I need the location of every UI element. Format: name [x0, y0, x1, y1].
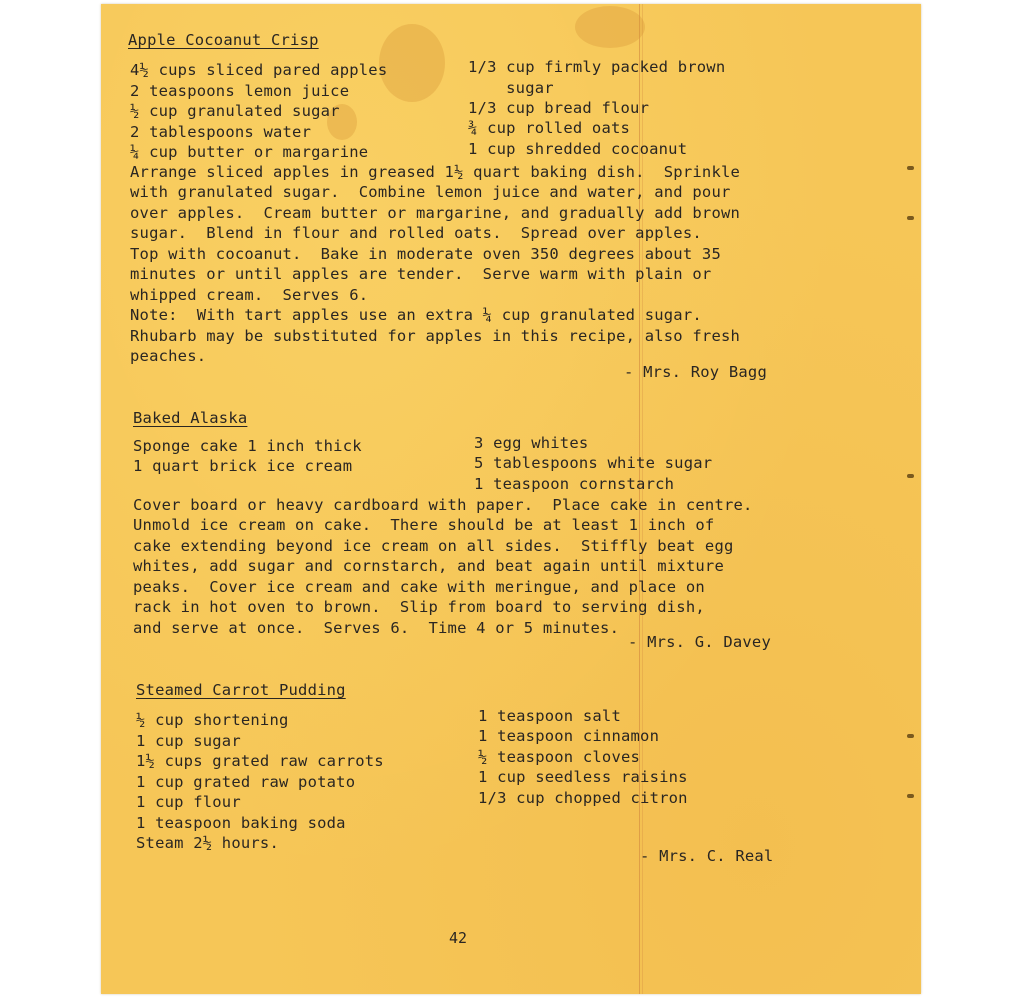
ingredient: 1 cup grated raw potato: [136, 773, 356, 791]
ingredient: 1 cup flour: [136, 793, 241, 811]
instruction-line: over apples. Cream butter or margarine, and gradually add brown: [130, 204, 741, 222]
instruction-line: whipped cream. Serves 6.: [130, 286, 369, 304]
instruction-line: rack in hot oven to brown. Slip from board to serving dish,: [133, 598, 705, 616]
recipe-author: - Mrs. Roy Bagg: [624, 363, 767, 381]
instruction-line: peaches.: [130, 347, 207, 365]
recipe-author: - Mrs. C. Real: [640, 847, 774, 865]
instruction-line: Unmold ice cream on cake. There should be at least 1 inch of: [133, 516, 715, 534]
punch-mark: [907, 216, 914, 220]
recipe-title: Steamed Carrot Pudding: [136, 681, 346, 699]
ingredient: 4½ cups sliced pared apples: [130, 61, 388, 79]
ingredient: 5 tablespoons white sugar: [474, 454, 713, 472]
ingredient: 1/3 cup bread flour: [468, 99, 650, 117]
instruction-line: sugar. Blend in flour and rolled oats. Spread over apples.: [130, 224, 702, 242]
stain: [575, 6, 645, 48]
instruction-line: Rhubarb may be substituted for apples in this recipe, also fresh: [130, 327, 741, 345]
ingredient: sugar: [468, 79, 554, 97]
ingredient: 1/3 cup chopped citron: [478, 789, 688, 807]
instruction-line: with granulated sugar. Combine lemon juice and water, and pour: [130, 183, 731, 201]
ingredient: 1 teaspoon cinnamon: [478, 727, 660, 745]
instruction-line: and serve at once. Serves 6. Time 4 or 5 minutes.: [133, 619, 620, 637]
ingredient: ½ cup shortening: [136, 711, 289, 729]
ingredient: 1½ cups grated raw carrots: [136, 752, 384, 770]
instruction-line: Arrange sliced apples in greased 1½ quart baking dish. Sprinkle: [130, 163, 741, 181]
ingredient: ½ teaspoon cloves: [478, 748, 641, 766]
punch-mark: [907, 166, 914, 170]
ingredient: ½ cup granulated sugar: [130, 102, 340, 120]
ingredient: 3 egg whites: [474, 434, 589, 452]
instruction-line: Cover board or heavy cardboard with paper. Place cake in centre.: [133, 496, 753, 514]
punch-mark: [907, 734, 914, 738]
ingredient: 1 cup seedless raisins: [478, 768, 688, 786]
instruction-line: peaks. Cover ice cream and cake with meringue, and place on: [133, 578, 705, 596]
instruction-line: cake extending beyond ice cream on all sides. Stiffly beat egg: [133, 537, 734, 555]
recipe-author: - Mrs. G. Davey: [628, 633, 771, 651]
ingredient: ¼ cup butter or margarine: [130, 143, 369, 161]
instruction-line: whites, add sugar and cornstarch, and beat again until mixture: [133, 557, 724, 575]
recipe-title: Baked Alaska: [133, 409, 248, 427]
punch-mark: [907, 474, 914, 478]
ingredient: 1 cup shredded cocoanut: [468, 140, 688, 158]
ingredient: Steam 2½ hours.: [136, 834, 279, 852]
ingredient: ¾ cup rolled oats: [468, 119, 631, 137]
ingredient: 1 teaspoon baking soda: [136, 814, 346, 832]
ingredient: 1 teaspoon cornstarch: [474, 475, 675, 493]
punch-mark: [907, 794, 914, 798]
ingredient: 1 cup sugar: [136, 732, 241, 750]
instruction-line: minutes or until apples are tender. Serve warm with plain or: [130, 265, 712, 283]
ingredient: 2 teaspoons lemon juice: [130, 82, 350, 100]
ingredient: Sponge cake 1 inch thick: [133, 437, 362, 455]
ingredient: 1 quart brick ice cream: [133, 457, 353, 475]
instruction-line: Note: With tart apples use an extra ¼ cup granulated sugar.: [130, 306, 702, 324]
ingredient: 2 tablespoons water: [130, 123, 312, 141]
page-number: 42: [449, 929, 468, 947]
ingredient: 1 teaspoon salt: [478, 707, 621, 725]
ingredient: 1/3 cup firmly packed brown: [468, 58, 726, 76]
recipe-title: Apple Cocoanut Crisp: [128, 31, 319, 49]
stain: [379, 24, 445, 102]
instruction-line: Top with cocoanut. Bake in moderate oven 350 degrees about 35: [130, 245, 721, 263]
